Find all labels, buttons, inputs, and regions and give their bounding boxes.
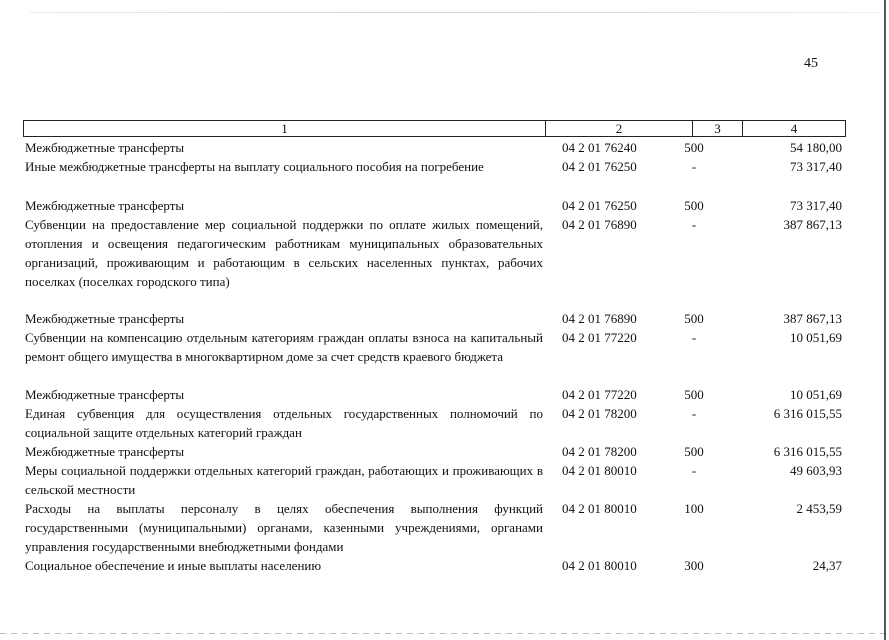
row-description: Субвенции на предоставление мер социальной поддержки по оплате жилых помещений, отопления и освещения педагогическим работникам муниципальных образовательных организаций, проживающим и работающим в сельских населенных пунктах, рабочих поселках (поселках городского типа) <box>25 217 543 289</box>
row-amount: 2 453,59 <box>796 501 842 516</box>
row-code: 04 2 01 77220 <box>562 387 637 402</box>
row-expense-type: 100 <box>684 501 704 516</box>
scan-edge-bottom <box>0 633 889 634</box>
row-expense-type: 500 <box>684 198 704 213</box>
row-amount: 10 051,69 <box>790 387 842 402</box>
row-expense-type: - <box>691 463 697 478</box>
row-code: 04 2 01 80010 <box>562 463 637 478</box>
row-amount: 54 180,00 <box>790 140 842 155</box>
row-code: 04 2 01 76890 <box>562 311 637 326</box>
row-description: Единая субвенция для осуществления отдельных государственных полномочий по социальной защите отдельных категорий граждан <box>25 406 543 440</box>
table-header <box>23 120 846 139</box>
row-code: 04 2 01 80010 <box>562 558 637 573</box>
row-amount: 6 316 015,55 <box>773 406 842 421</box>
header-col-4: 4 <box>742 120 846 137</box>
row-amount: 387 867,13 <box>783 217 842 232</box>
row-code: 04 2 01 78200 <box>562 406 637 421</box>
row-description: Социальное обеспечение и иные выплаты населению <box>25 558 322 573</box>
row-code: 04 2 01 78200 <box>562 444 637 459</box>
row-expense-type: 500 <box>684 140 704 155</box>
row-description: Иные межбюджетные трансферты на выплату социального пособия на погребение <box>25 159 484 174</box>
row-amount: 387 867,13 <box>783 311 842 326</box>
row-expense-type: - <box>691 217 697 232</box>
header-col-2: 2 <box>545 120 693 137</box>
row-expense-type: 500 <box>684 311 704 326</box>
row-code: 04 2 01 76250 <box>562 198 637 213</box>
row-expense-type: - <box>691 159 697 174</box>
row-description: Межбюджетные трансферты <box>25 387 185 402</box>
scan-edge-top <box>30 12 880 13</box>
row-description: Субвенции на компенсацию отдельным категориям граждан оплаты взноса на капитальный ремонт общего имущества в многоквартирном доме за счет средств краевого бюджета <box>25 330 543 364</box>
row-amount: 6 316 015,55 <box>773 444 842 459</box>
row-code: 04 2 01 76250 <box>562 159 637 174</box>
row-expense-type: 500 <box>684 444 704 459</box>
row-amount: 10 051,69 <box>790 330 842 345</box>
row-code: 04 2 01 80010 <box>562 501 637 516</box>
row-code: 04 2 01 76240 <box>562 140 637 155</box>
row-description: Межбюджетные трансферты <box>25 198 185 213</box>
row-amount: 73 317,40 <box>790 159 842 174</box>
row-amount: 24,37 <box>812 558 842 573</box>
row-expense-type: - <box>691 330 697 345</box>
row-description: Расходы на выплаты персоналу в целях обеспечения выполнения функций государственными (муниципальными) органами, казенными учреждениями, органами управления государственными внебюджетными фондами <box>25 501 543 554</box>
row-description: Меры социальной поддержки отдельных категорий граждан, работающих и проживающих в сельской местности <box>25 463 543 497</box>
row-expense-type: 300 <box>684 558 704 573</box>
header-col-1: 1 <box>23 120 546 137</box>
row-expense-type: - <box>691 406 697 421</box>
row-code: 04 2 01 77220 <box>562 330 637 345</box>
row-description: Межбюджетные трансферты <box>25 444 185 459</box>
scan-edge-right <box>884 0 886 640</box>
row-amount: 49 603,93 <box>790 463 842 478</box>
row-description: Межбюджетные трансферты <box>25 140 185 155</box>
page-number: 45 <box>804 56 818 71</box>
row-amount: 73 317,40 <box>790 198 842 213</box>
header-col-3: 3 <box>692 120 743 137</box>
row-code: 04 2 01 76890 <box>562 217 637 232</box>
row-description: Межбюджетные трансферты <box>25 311 185 326</box>
row-expense-type: 500 <box>684 387 704 402</box>
